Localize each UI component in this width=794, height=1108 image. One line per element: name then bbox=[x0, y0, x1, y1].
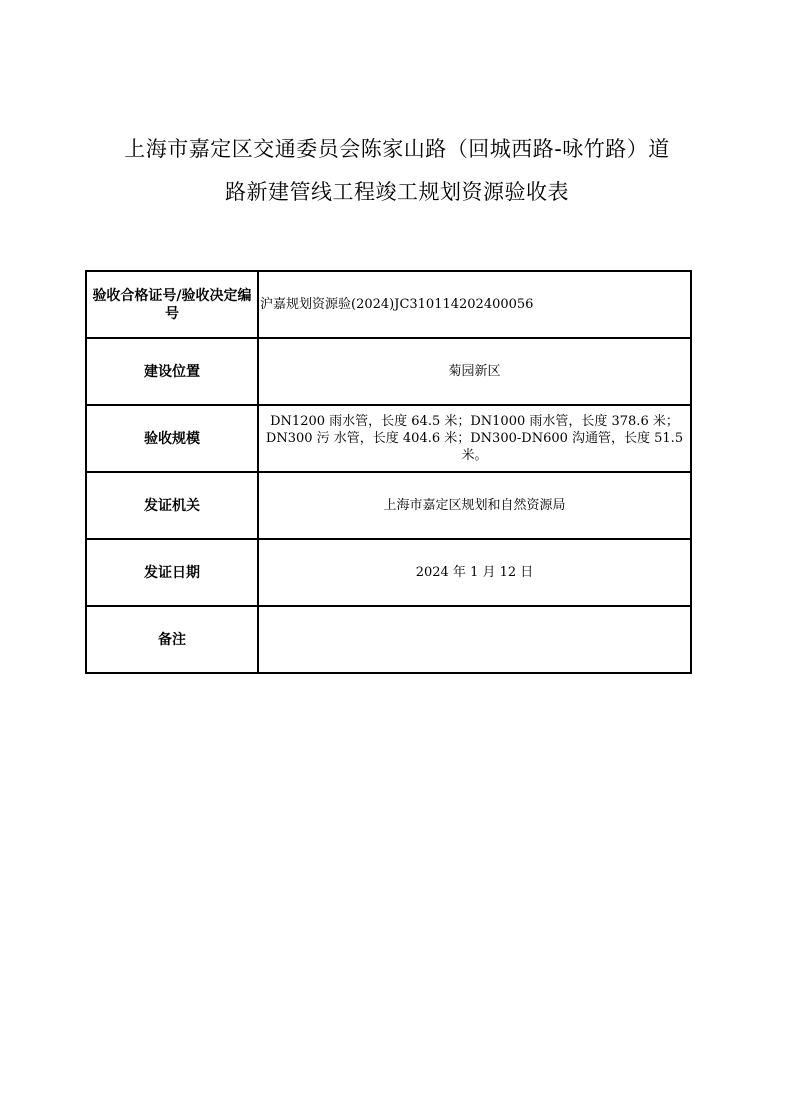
remarks-label: 备注 bbox=[86, 606, 258, 673]
table-row bbox=[86, 472, 691, 539]
acceptance-table bbox=[85, 270, 692, 674]
document-title-line-1: 上海市嘉定区交通委员会陈家山路（回城西路-咏竹路）道 bbox=[124, 137, 670, 161]
table-row bbox=[86, 405, 691, 472]
issuing-authority-value: 上海市嘉定区规划和自然资源局 bbox=[258, 472, 691, 539]
certificate-number-value: 沪嘉规划资源验(2024)JC310114202400056 bbox=[258, 271, 691, 338]
scale-value: DN1200 雨水管，长度 64.5 米；DN1000 雨水管，长度 378.6 米；DN300 污 水管，长度 404.6 米；DN300-DN600 沟通管，长度 51.5 米。 bbox=[258, 405, 691, 472]
table-row bbox=[86, 606, 691, 673]
scale-label: 验收规模 bbox=[86, 405, 258, 472]
table-row bbox=[86, 539, 691, 606]
location-label: 建设位置 bbox=[86, 338, 258, 405]
document-title-line-2: 路新建管线工程竣工规划资源验收表 bbox=[225, 180, 569, 204]
remarks-value bbox=[258, 606, 691, 673]
issue-date-label: 发证日期 bbox=[86, 539, 258, 606]
location-value: 菊园新区 bbox=[258, 338, 691, 405]
issuing-authority-label: 发证机关 bbox=[86, 472, 258, 539]
table-row bbox=[86, 271, 691, 338]
issue-date-value: 2024 年 1 月 12 日 bbox=[258, 539, 691, 606]
certificate-number-label: 验收合格证号/验收决定编号 bbox=[86, 271, 258, 338]
table-row bbox=[86, 338, 691, 405]
